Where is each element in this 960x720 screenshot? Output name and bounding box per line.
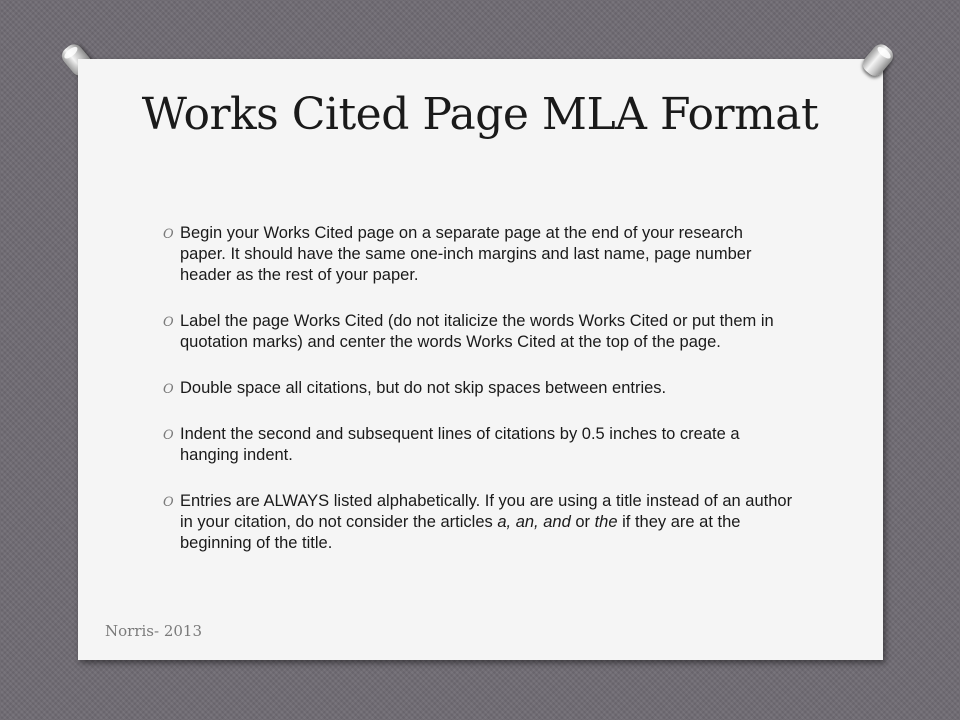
bullet-icon: O	[163, 382, 174, 397]
bullet-text: Label the page Works Cited (do not italicize the words Works Cited or put them in quotation marks) and center the words Works Cited at the top of the page.	[180, 312, 774, 351]
bullet-text-part: or	[570, 513, 595, 531]
bullet-text: Indent the second and subsequent lines of citations by 0.5 inches to create a hanging indent.	[180, 425, 740, 464]
bullet-text: Double space all citations, but do not skip spaces between entries.	[180, 379, 667, 397]
slide-title: Works Cited Page MLA Format	[141, 89, 819, 140]
bullet-text-part: if they are at the beginning of the title.	[180, 513, 741, 552]
bullet-icon: O	[163, 315, 174, 330]
bullet-text-part: Entries are ALWAYS listed alphabetically. If you are using a title instead of an author in your citation, do not consider the articles	[180, 492, 793, 531]
bullet-list	[163, 223, 793, 579]
bullet-icon: O	[163, 428, 174, 443]
list-item	[163, 424, 793, 466]
bullet-text: Begin your Works Cited page on a separate page at the end of your research paper. It should have the same one-inch margins and last name, page number header as the rest of your paper.	[180, 224, 752, 284]
bullet-icon: O	[163, 227, 174, 242]
bullet-text	[180, 492, 792, 552]
italic-article-the: the	[594, 513, 618, 531]
list-item	[163, 491, 793, 554]
italic-articles: a, an, and	[497, 513, 571, 531]
list-item	[163, 311, 793, 353]
list-item	[163, 223, 793, 286]
list-item	[163, 378, 793, 399]
slide-footer: Norris- 2013	[105, 622, 203, 640]
bullet-icon: O	[163, 495, 174, 510]
